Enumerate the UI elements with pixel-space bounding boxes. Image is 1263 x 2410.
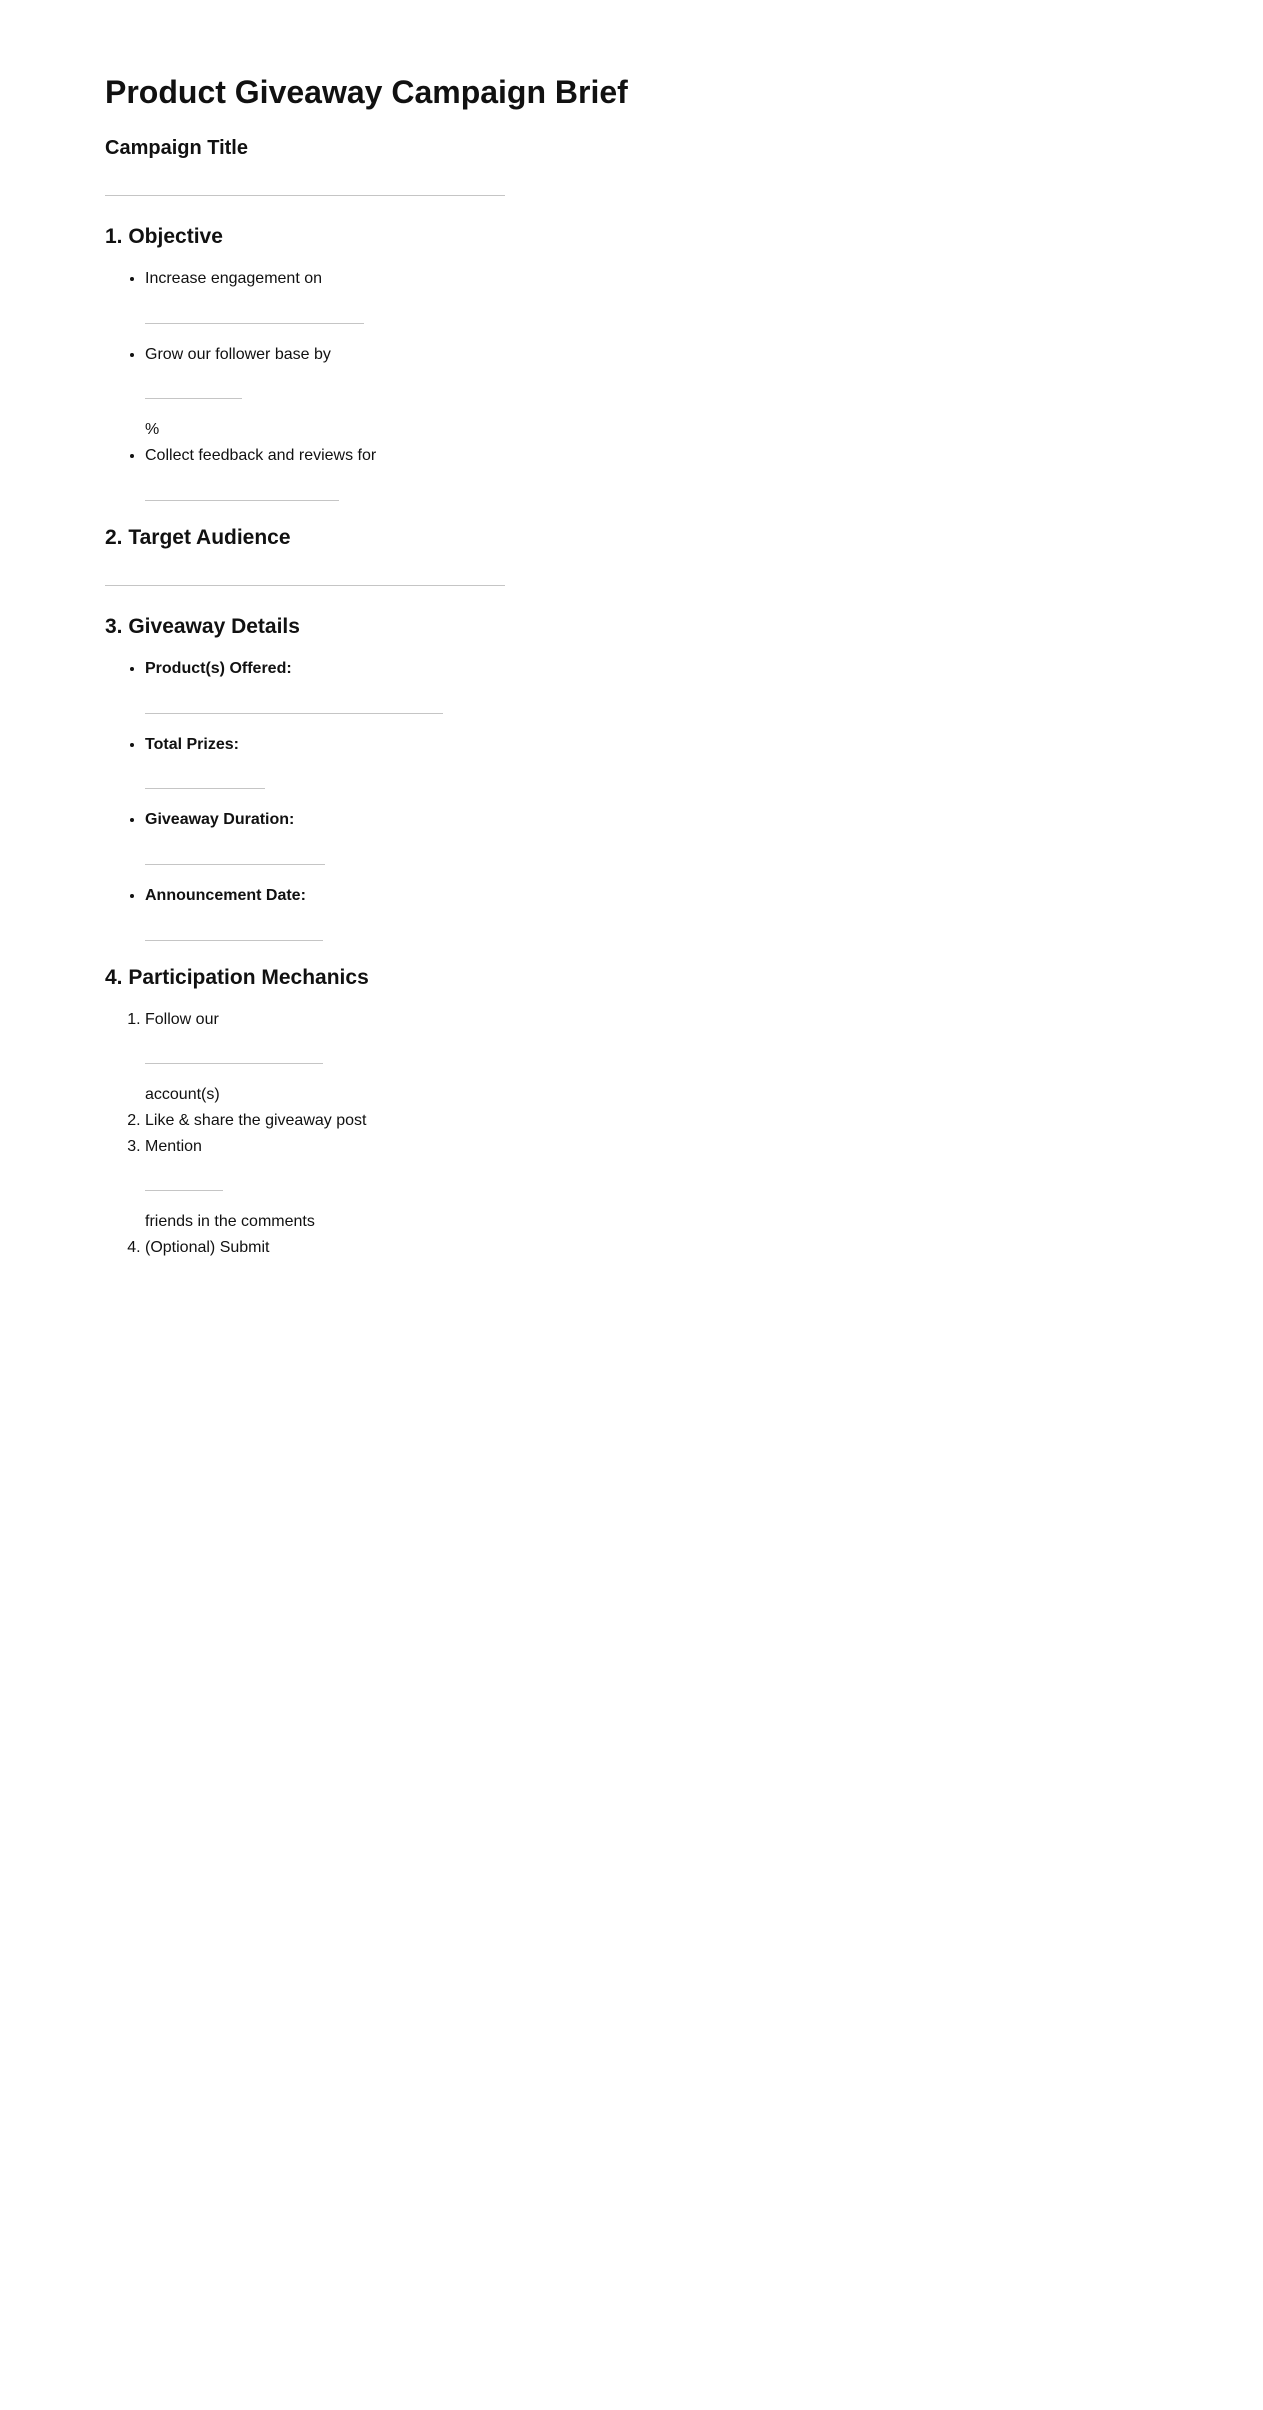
- list-item: [145, 443, 1203, 501]
- list-item: [145, 883, 1203, 941]
- list-item: [145, 1108, 1203, 1134]
- list-item-suffix: %: [145, 421, 160, 439]
- list-item: [145, 732, 1203, 790]
- detail-label: • Total Prizes:: [145, 735, 239, 753]
- fill-in-blank: [145, 1063, 323, 1064]
- fill-in-blank: [145, 940, 323, 941]
- list-item: [145, 656, 1203, 714]
- step-text: 3. Mention: [145, 1137, 202, 1155]
- detail-label: • Announcement Date:: [145, 886, 306, 904]
- fill-in-blank: [145, 713, 443, 714]
- detail-label: • Product(s) Offered:: [145, 660, 292, 678]
- step-suffix: friends in the comments: [145, 1213, 315, 1231]
- fill-in-blank: [145, 398, 242, 399]
- section-heading-participation-mechanics: 4. Participation Mechanics: [105, 965, 369, 989]
- list-item: [145, 266, 1203, 324]
- section-divider: [105, 585, 505, 586]
- detail-label: • Giveaway Duration:: [145, 811, 295, 829]
- section-heading-target-audience: 2. Target Audience: [105, 525, 291, 549]
- step-text: 2. Like & share the giveaway post: [145, 1111, 367, 1129]
- participation-steps-list: [105, 1007, 1203, 1261]
- list-item-text: • Collect feedback and reviews for: [145, 447, 377, 465]
- step-text: 4. (Optional) Submit: [145, 1238, 270, 1256]
- page-title: Product Giveaway Campaign Brief: [105, 74, 628, 110]
- list-item: [145, 807, 1203, 865]
- giveaway-details-list: [105, 656, 1203, 940]
- fill-in-blank: [145, 323, 364, 324]
- list-item: [145, 1007, 1203, 1108]
- list-item-text: • Increase engagement on: [145, 270, 323, 288]
- section-heading-objective: 1. Objective: [105, 225, 223, 248]
- fill-in-blank: [145, 1190, 223, 1191]
- campaign-title-heading: Campaign Title: [105, 137, 248, 159]
- fill-in-blank: [145, 500, 339, 501]
- objective-list: [105, 266, 1203, 500]
- list-item: [145, 1134, 1203, 1235]
- list-item: [145, 1235, 1203, 1261]
- fill-in-blank: [145, 788, 265, 789]
- section-heading-giveaway-details: 3. Giveaway Details: [105, 614, 300, 638]
- list-item-text: • Grow our follower base by: [145, 345, 331, 363]
- fill-in-blank: [145, 864, 325, 865]
- section-divider: [105, 195, 505, 196]
- step-text: 1. Follow our: [145, 1010, 219, 1028]
- list-item: [145, 342, 1203, 443]
- step-suffix: account(s): [145, 1086, 220, 1104]
